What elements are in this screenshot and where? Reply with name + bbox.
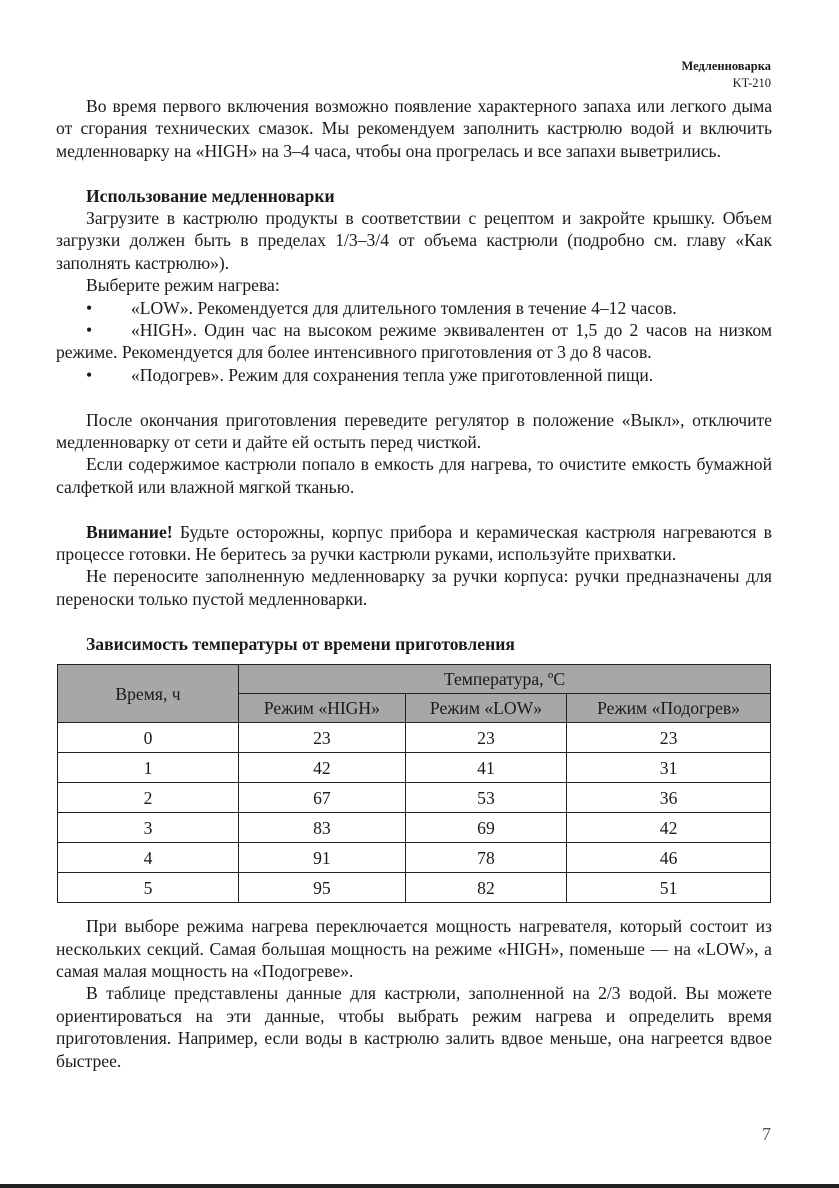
time-cell: 1 [58,753,239,783]
mode-item-text: «LOW». Рекомендуется для длительного томления в течение 4–12 часов. [131,297,677,318]
temperature-cell: 95 [239,873,406,903]
table-title: Зависимость температуры от времени приготовления [86,633,515,654]
table-row [58,873,771,903]
warning-text: Будьте осторожны, корпус прибора и керамическая кастрюля нагреваются в процессе готовки. Не беритесь за ручки кастрюли руками, используйте прихватки. [56,521,772,565]
temperature-cell: 31 [567,753,771,783]
temperature-cell: 23 [239,723,406,753]
table-row [58,753,771,783]
page-number: 7 [762,1124,771,1144]
closing-paragraph-2: В таблице представлены данные для кастрюли, заполненной на 2/3 водой. Вы можете ориентироваться на эти данные, чтобы выбрать режим нагрева и определить время приготовления. Например, если воды в кастрюлю залить вдвое меньше, она нагреется вдвое быстрее. [56,983,772,1071]
temperature-cell: 23 [567,723,771,753]
bullet-mark: • [86,320,93,341]
temperature-cell: 46 [567,843,771,873]
time-cell: 3 [58,813,239,843]
temperature-cell: 83 [239,813,406,843]
temperature-cell: 51 [567,873,771,903]
table-row [58,723,771,753]
temperature-cell: 53 [405,783,566,813]
time-cell: 0 [58,723,239,753]
after-paragraph-2: Если содержимое кастрюли попало в емкость для нагрева, то очистите емкость бумажной салфеткой или влажной мягкой тканью. [56,454,772,497]
temperature-cell: 78 [405,843,566,873]
mode-item-text: «HIGH». Один час на высоком режиме эквивалентен от 1,5 до 2 часов на низком режиме. Рекомендуется для более интенсивного приготовления от 3 до 8 часов. [56,320,772,363]
header-model: KT-210 [732,76,771,90]
page-content [56,95,772,1072]
usage-heading: Использование медленноварки [86,185,335,206]
usage-paragraph-1: Загрузите в кастрюлю продукты в соответствии с рецептом и закройте крышку. Объем загрузки должен быть в пределах 1/3–3/4 от объема кастрюли (подробно см. главу «Как заполнять кастрюлю»). [56,208,772,273]
temperature-cell: 41 [405,753,566,783]
temperature-group-header: Температура, ºC [239,665,771,694]
temperature-cell: 42 [567,813,771,843]
temperature-cell: 23 [405,723,566,753]
after-paragraph-1: После окончания приготовления переведите регулятор в положение «Выкл», отключите медленноварку от сети и дайте ей остыть перед чисткой. [56,409,772,453]
mode-item-low [56,297,772,319]
header-product-name: Медленноварка [681,59,771,73]
warning-label: Внимание! [86,521,173,542]
time-cell: 4 [58,843,239,873]
mode-item-high [56,319,772,364]
temperature-cell: 42 [239,753,406,783]
table-row [58,813,771,843]
mode-header-low: Режим «LOW» [405,694,566,723]
time-column-header: Время, ч [58,665,239,723]
running-header [682,58,771,92]
bullet-mark: • [86,297,93,318]
mode-header-warm: Режим «Подогрев» [567,694,771,723]
usage-paragraph-2: Выберите режим нагрева: [86,275,280,296]
intro-paragraph: Во время первого включения возможно появление характерного запаха или легкого дыма от сгорания технических смазок. Мы рекомендуем заполнить кастрюлю водой и включить медленноварку на «HIGH» на 3–4 часа, чтобы она прогрелась и все запахи выветрились. [56,96,772,161]
temperature-cell: 36 [567,783,771,813]
closing-paragraph-1: При выборе режима нагрева переключается мощность нагревателя, который состоит из нескольких секций. Самая большая мощность на режиме «HIGH», поменьше — на «LOW», а самая малая мощность на «Подогреве». [56,916,772,981]
time-cell: 5 [58,873,239,903]
warning-paragraph [56,521,772,566]
warning-paragraph-2: Не переносите заполненную медленноварку за ручки корпуса: ручки предназначены для переноски только пустой медленноварки. [56,566,772,609]
temperature-cell: 67 [239,783,406,813]
table-row [58,783,771,813]
temperature-cell: 69 [405,813,566,843]
mode-header-high: Режим «HIGH» [239,694,406,723]
mode-item-text: «Подогрев». Режим для сохранения тепла уже приготовленной пищи. [131,364,654,385]
mode-item-warm [56,364,772,386]
bullet-mark: • [86,364,93,385]
time-cell: 2 [58,783,239,813]
temperature-cell: 91 [239,843,406,873]
table-row [58,843,771,873]
temperature-table [57,664,771,903]
temperature-cell: 82 [405,873,566,903]
bottom-border [0,1184,839,1188]
